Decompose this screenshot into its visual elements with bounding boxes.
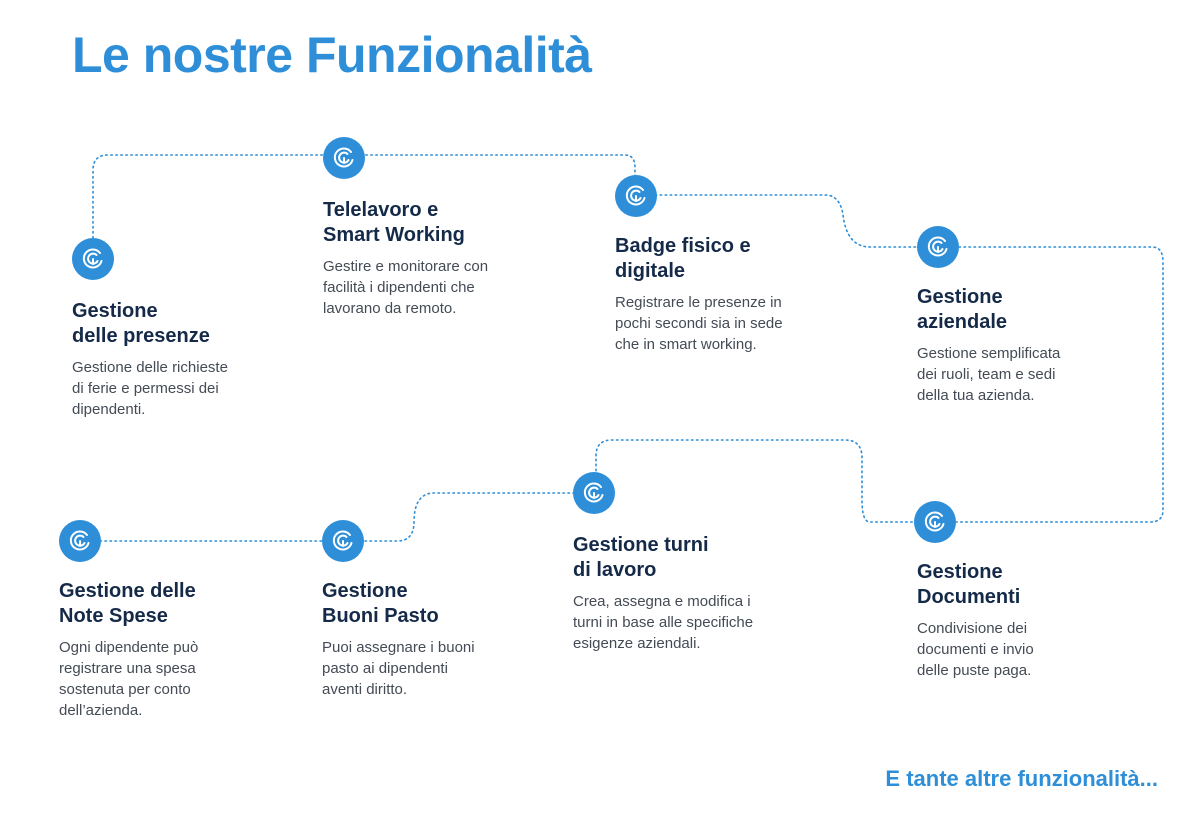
node-buoni-pasto (322, 520, 364, 562)
feature-description: Crea, assegna e modifica i turni in base alle specifiche esigenze aziendali. (573, 593, 754, 652)
node-presenze (72, 238, 114, 280)
feature-title: Telelavoro e Smart Working (323, 199, 465, 246)
feature-card-turni (573, 533, 823, 654)
fingerprint-icon (67, 528, 93, 554)
feature-title: Badge fisico e digitale (615, 235, 751, 282)
fingerprint-icon (623, 183, 649, 209)
feature-card-telelavoro (323, 198, 563, 319)
feature-card-aziendale (917, 285, 1137, 406)
feature-card-badge (615, 234, 855, 355)
fingerprint-icon (80, 246, 106, 272)
node-aziendale (917, 226, 959, 268)
feature-card-buoni-pasto (322, 579, 542, 700)
feature-description: Gestione delle richieste di ferie e permessi dei dipendenti. (72, 359, 228, 418)
feature-title: Gestione turni di lavoro (573, 534, 709, 581)
more-features-text: E tante altre funzionalità... (885, 766, 1158, 791)
node-note-spese (59, 520, 101, 562)
node-badge (615, 175, 657, 217)
feature-card-presenze (72, 299, 292, 420)
fingerprint-icon (581, 480, 607, 506)
feature-description: Gestione semplificata dei ruoli, team e sedi della tua azienda. (917, 345, 1061, 404)
fingerprint-icon (330, 528, 356, 554)
fingerprint-icon (925, 234, 951, 260)
feature-description: Registrare le presenze in pochi secondi sia in sede che in smart working. (615, 294, 783, 353)
fingerprint-icon (331, 145, 357, 171)
node-telelavoro (323, 137, 365, 179)
feature-card-note-spese (59, 579, 279, 721)
feature-title: Gestione Documenti (917, 561, 1021, 608)
feature-title: Gestione Buoni Pasto (322, 580, 439, 627)
fingerprint-icon (922, 509, 948, 535)
feature-description: Ogni dipendente può registrare una spesa sostenuta per conto dell’azienda. (59, 639, 199, 719)
feature-card-documenti (917, 560, 1137, 681)
feature-description: Condivisione dei documenti e invio delle puste paga. (917, 620, 1034, 679)
feature-title: Gestione delle Note Spese (59, 580, 196, 627)
node-documenti (914, 501, 956, 543)
node-turni (573, 472, 615, 514)
feature-title: Gestione aziendale (917, 286, 1008, 333)
feature-description: Gestire e monitorare con facilità i dipendenti che lavorano da remoto. (323, 258, 489, 317)
feature-title: Gestione delle presenze (72, 300, 210, 347)
page-title: Le nostre Funzionalità (72, 27, 592, 83)
feature-description: Puoi assegnare i buoni pasto ai dipendenti aventi diritto. (322, 639, 475, 698)
